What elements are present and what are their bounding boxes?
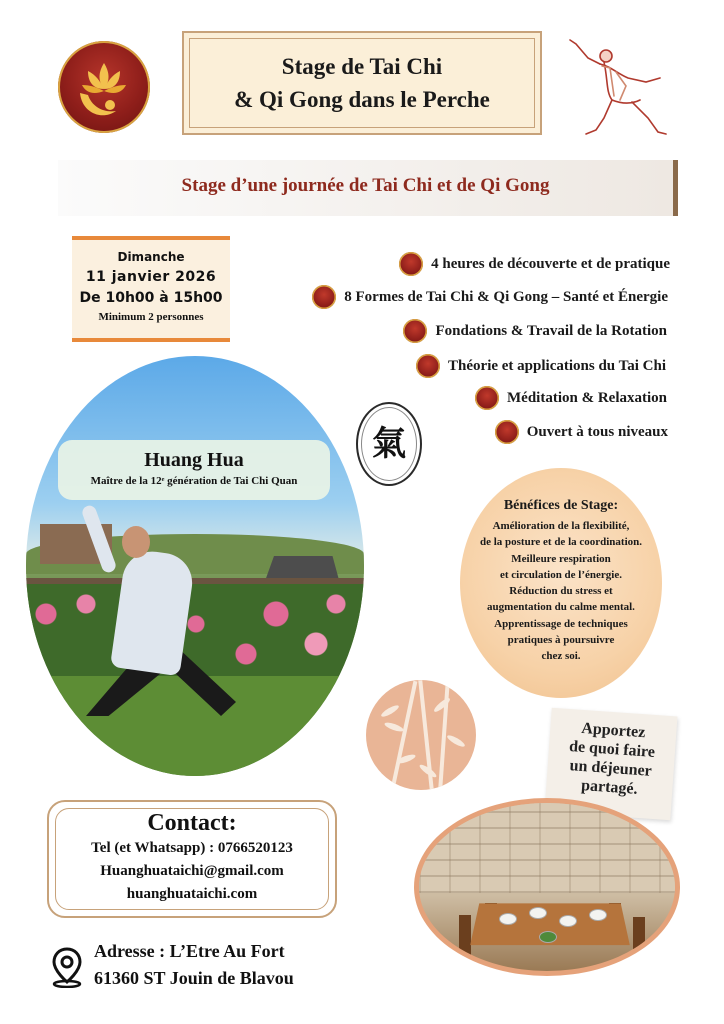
benefits-line: de la posture et de la coordination. (479, 536, 643, 549)
feature-item (416, 354, 666, 378)
dining-dish (499, 913, 517, 925)
date-day: Dimanche (117, 250, 185, 264)
dining-dish (559, 915, 577, 927)
address-line-2: 61360 ST Jouin de Blavou (94, 968, 294, 988)
bamboo-leaf (384, 721, 405, 733)
benefits-line: augmentation du calme mental. (487, 601, 635, 614)
benefits-circle (460, 468, 662, 698)
feature-item (399, 252, 670, 276)
qi-emblem (356, 402, 422, 486)
benefits-line: pratiques à poursuivre (507, 634, 615, 647)
title-line-1: Stage de Tai Chi (281, 54, 443, 79)
dining-stone-wall (419, 803, 680, 893)
instructor-name: Huang Hua (144, 449, 244, 471)
bamboo-leaf (432, 696, 451, 713)
note-line: partagé. (580, 776, 639, 798)
lotus-yinyang-icon (399, 252, 423, 276)
benefits-title: Bénéfices de Stage: (503, 498, 619, 513)
feature-item (495, 420, 668, 444)
benefits-line: Amélioration de la flexibilité, (492, 520, 630, 532)
bamboo-stalk (391, 681, 418, 789)
dining-dish (589, 909, 607, 921)
dining-dish (539, 931, 557, 943)
tai-chi-figure-icon (566, 34, 672, 144)
instructor-name-plate (58, 440, 330, 500)
contact-box (47, 800, 337, 918)
feature-label: Fondations & Travail de la Rotation (435, 322, 667, 339)
subtitle: Stage d’une journée de Tai Chi et de Qi Gong (181, 175, 550, 196)
bamboo-decoration (366, 680, 476, 790)
dining-dish (529, 907, 547, 919)
date-time: De 10h00 à 15h00 (79, 290, 223, 306)
photo-person-head (122, 526, 150, 558)
title-line-2: & Qi Gong dans le Perche (234, 87, 490, 112)
qi-character: 氣 (372, 424, 406, 464)
title-frame (182, 31, 542, 135)
feature-item (475, 386, 667, 410)
feature-label: Théorie et applications du Tai Chi (448, 357, 666, 374)
note-line: Apportez (580, 719, 646, 742)
lotus-yinyang-icon (312, 285, 336, 309)
instructor-subtitle: Maître de la 12ᵉ génération de Tai Chi Quan (90, 475, 298, 487)
contact-title: Contact: (147, 810, 237, 836)
benefits-line: Meilleure respiration (511, 552, 611, 565)
feature-item (312, 285, 668, 309)
date-date: 11 janvier 2026 (85, 269, 217, 285)
benefits-line: Réduction du stress et (509, 585, 613, 598)
date-minimum: Minimum 2 personnes (98, 311, 204, 323)
contact-phone[interactable]: Tel (et Whatsapp) : 0766520123 (91, 840, 293, 856)
date-box (72, 236, 230, 342)
location-pin-icon (50, 946, 84, 988)
lotus-yinyang-icon (416, 354, 440, 378)
feature-label: Ouvert à tous niveaux (526, 423, 668, 440)
benefits-line: et circulation de l’énergie. (500, 568, 622, 581)
lotus-yinyang-icon (58, 41, 150, 133)
lotus-yinyang-icon (475, 386, 499, 410)
bamboo-leaf (446, 733, 466, 748)
lotus-yinyang-icon (403, 319, 427, 343)
benefits-line: Apprentissage de techniques (494, 617, 628, 630)
feature-label: 4 heures de découverte et de pratique (431, 255, 670, 272)
bamboo-leaf (380, 703, 400, 718)
dining-chair (633, 917, 645, 957)
feature-label: 8 Formes de Tai Chi & Qi Gong – Santé et Énergie (344, 288, 668, 305)
address-block (94, 938, 294, 992)
contact-email[interactable]: Huanghuataichi@gmail.com (100, 863, 284, 879)
subtitle-banner (58, 160, 678, 216)
instructor-photo (26, 356, 364, 776)
address-line-1: Adresse : L’Etre Au Fort (94, 941, 285, 961)
page-title (184, 50, 540, 116)
contact-website[interactable]: huanghuataichi.com (126, 886, 258, 902)
note-line: de quoi faire (568, 738, 656, 762)
feature-label: Méditation & Relaxation (507, 389, 667, 406)
lotus-yinyang-icon (495, 420, 519, 444)
dining-room-photo (414, 798, 680, 976)
dining-chair (459, 915, 471, 955)
note-line: un déjeuner (569, 757, 653, 780)
feature-item (403, 319, 667, 343)
benefits-line: chez soi. (541, 650, 581, 663)
